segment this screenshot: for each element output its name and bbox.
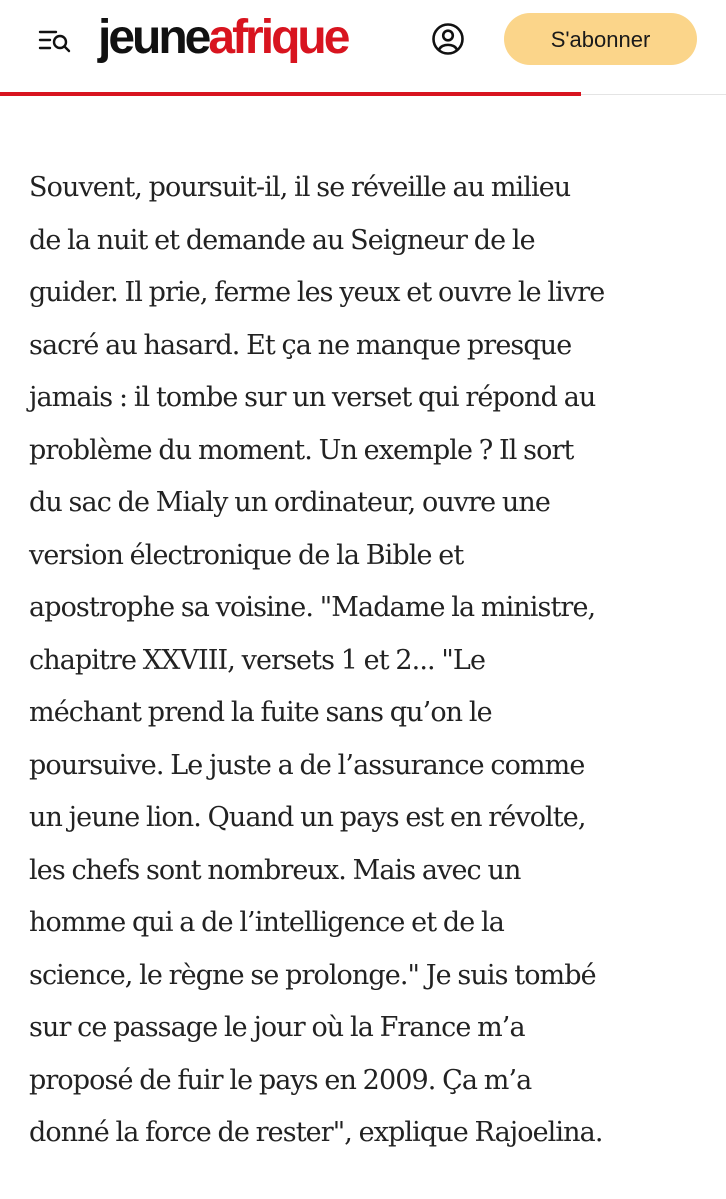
paragraph-line: sacré au hasard. Et ça ne manque presque [29,329,572,361]
logo-part-afrique: afrique [208,11,348,64]
paragraph-line: version électronique de la Bible et [29,539,464,571]
paragraph-line: les chefs sont nombreux. Mais avec un [29,854,521,886]
paragraph-line: un jeune lion. Quand un pays est en révolte, [29,802,586,833]
paragraph-line: homme qui a de l’intelligence et de la [29,907,504,938]
logo-part-jeune: jeune [98,11,209,64]
paragraph-line: jamais : il tombe sur un verset qui répond au [29,382,596,413]
paragraph-line: sur ce passage le jour où la France m’a [29,1012,525,1043]
paragraph-line: chapitre XXVIII, versets 1 et 2... "Le [29,644,486,676]
paragraph-line: science, le règne se prolonge." Je suis tombé [29,959,596,991]
subscribe-button[interactable]: S'abonner [504,13,697,65]
menu-search-icon[interactable] [38,26,74,56]
site-header [0,0,726,96]
paragraph-line: apostrophe sa voisine. "Madame la ministre, [29,592,596,623]
site-logo[interactable] [98,6,347,70]
paragraph-line: problème du moment. Un exemple ? Il sort [29,434,574,466]
article-paragraph [29,162,719,1160]
paragraph-line: proposé de fuir le pays en 2009. Ça m’a [29,1064,532,1096]
paragraph-line: méchant prend la fuite sans qu’on le [29,697,492,728]
paragraph-line: du sac de Mialy un ordinateur, ouvre une [29,487,550,518]
reading-progress-bar [0,92,581,96]
paragraph-line: Souvent, poursuit-il, il se réveille au milieu [29,172,571,203]
user-account-icon[interactable] [429,20,467,58]
paragraph-line: de la nuit et demande au Seigneur de le [29,224,535,256]
paragraph-line: donné la force de rester", explique Rajoelina. [29,1117,603,1148]
paragraph-line: poursuive. Le juste a de l’assurance comme [29,749,585,781]
paragraph-line: guider. Il prie, ferme les yeux et ouvre le livre [29,277,605,308]
